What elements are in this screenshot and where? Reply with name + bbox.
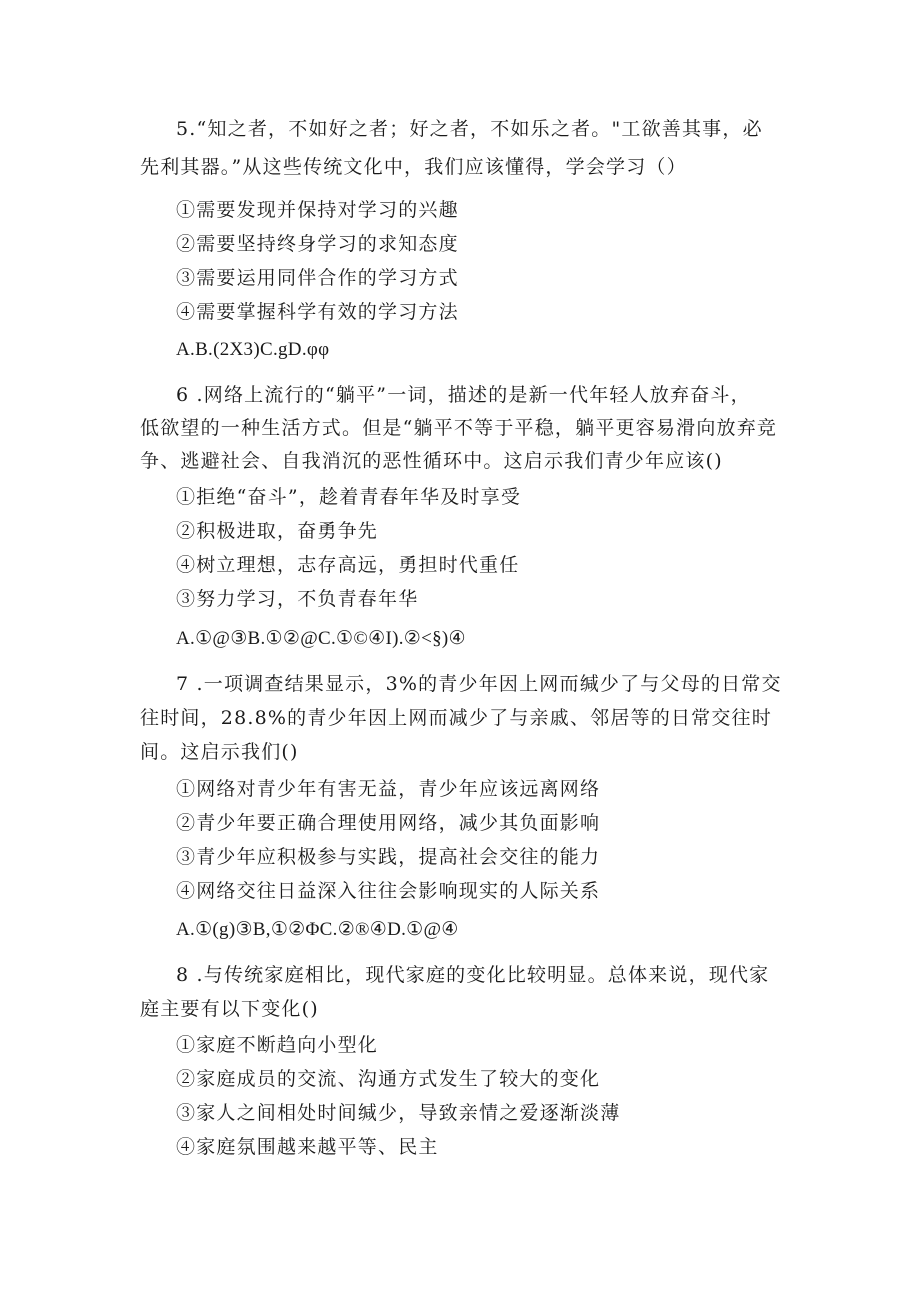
question-7-option-4: ④网络交往日益深入往往会影响现实的人际关系 xyxy=(176,880,601,902)
question-6-option-2: ②积极进取，奋勇争先 xyxy=(176,520,379,542)
question-5-stem-line-2: 先利其器。”从这些传统文化中，我们应该懂得，学会学习（） xyxy=(140,156,687,178)
question-7-stem-line-2: 往时间，28.8%的青少年因上网而减少了与亲戚、邻居等的日常交往时 xyxy=(140,707,772,729)
question-5-answer-choices: A.B.(2X3)C.gD.φφ xyxy=(176,339,330,360)
question-8-option-2: ②家庭成员的交流、沟通方式发生了较大的变化 xyxy=(176,1068,601,1090)
question-6-option-1: ①拒绝“奋斗”，趁着青春年华及时享受 xyxy=(176,486,522,508)
question-5-option-4: ④需要掌握科学有效的学习方法 xyxy=(176,301,459,323)
question-6-answer-choices: A.①@③B.①②@C.①©④I).②<§)④ xyxy=(176,628,466,649)
question-7-stem-line-1: 7 .一项调查结果显示，3%的青少年因上网而缄少了与父母的日常交 xyxy=(176,673,782,695)
question-6-option-3: ④树立理想，志存高远，勇担时代重任 xyxy=(176,554,520,576)
question-5-option-2: ②需要坚持终身学习的求知态度 xyxy=(176,233,459,255)
question-5-option-1: ①需要发现并保持对学习的兴趣 xyxy=(176,199,459,221)
question-6-stem-line-2: 低欲望的一种生活方式。但是“躺平不等于平稳，躺平更容易滑向放弃竞 xyxy=(140,417,778,439)
question-7-option-1: ①网络对青少年有害无益，青少年应该远离网络 xyxy=(176,778,601,800)
question-7-stem-line-3: 间。这启示我们() xyxy=(140,741,299,763)
question-5-stem-line-1: 5.“知之者，不如好之者；好之者，不如乐之者。"工欲善其事，必 xyxy=(176,118,763,140)
question-8-option-4: ④家庭氛围越来越平等、民主 xyxy=(176,1136,439,1158)
question-7-option-2: ②青少年要正确合理使用网络，减少其负面影响 xyxy=(176,812,601,834)
question-6-option-4: ③努力学习，不负青春年华 xyxy=(176,588,419,610)
question-8-stem-line-1: 8 .与传统家庭相比，现代家庭的变化比较明显。总体来说，现代家 xyxy=(176,964,770,986)
question-8-stem-line-2: 庭主要有以下变化() xyxy=(140,998,319,1020)
question-7-option-3: ③青少年应积极参与实践，提高社会交往的能力 xyxy=(176,846,601,868)
question-8-option-3: ③家人之间相处时间缄少，导致亲情之爱逐渐淡薄 xyxy=(176,1102,621,1124)
question-6-stem-line-3: 争、逃避社会、自我消沉的恶性循环中。这启示我们青少年应该() xyxy=(140,450,723,472)
question-8-option-1: ①家庭不断趋向小型化 xyxy=(176,1034,379,1056)
question-6-stem-line-1: 6 .网络上流行的“躺平”一词，描述的是新一代年轻人放弃奋斗， xyxy=(176,384,751,406)
question-7-answer-choices: A.①(g)③B,①②ΦC.②®④D.①@④ xyxy=(176,919,459,940)
question-5-option-3: ③需要运用同伴合作的学习方式 xyxy=(176,267,459,289)
